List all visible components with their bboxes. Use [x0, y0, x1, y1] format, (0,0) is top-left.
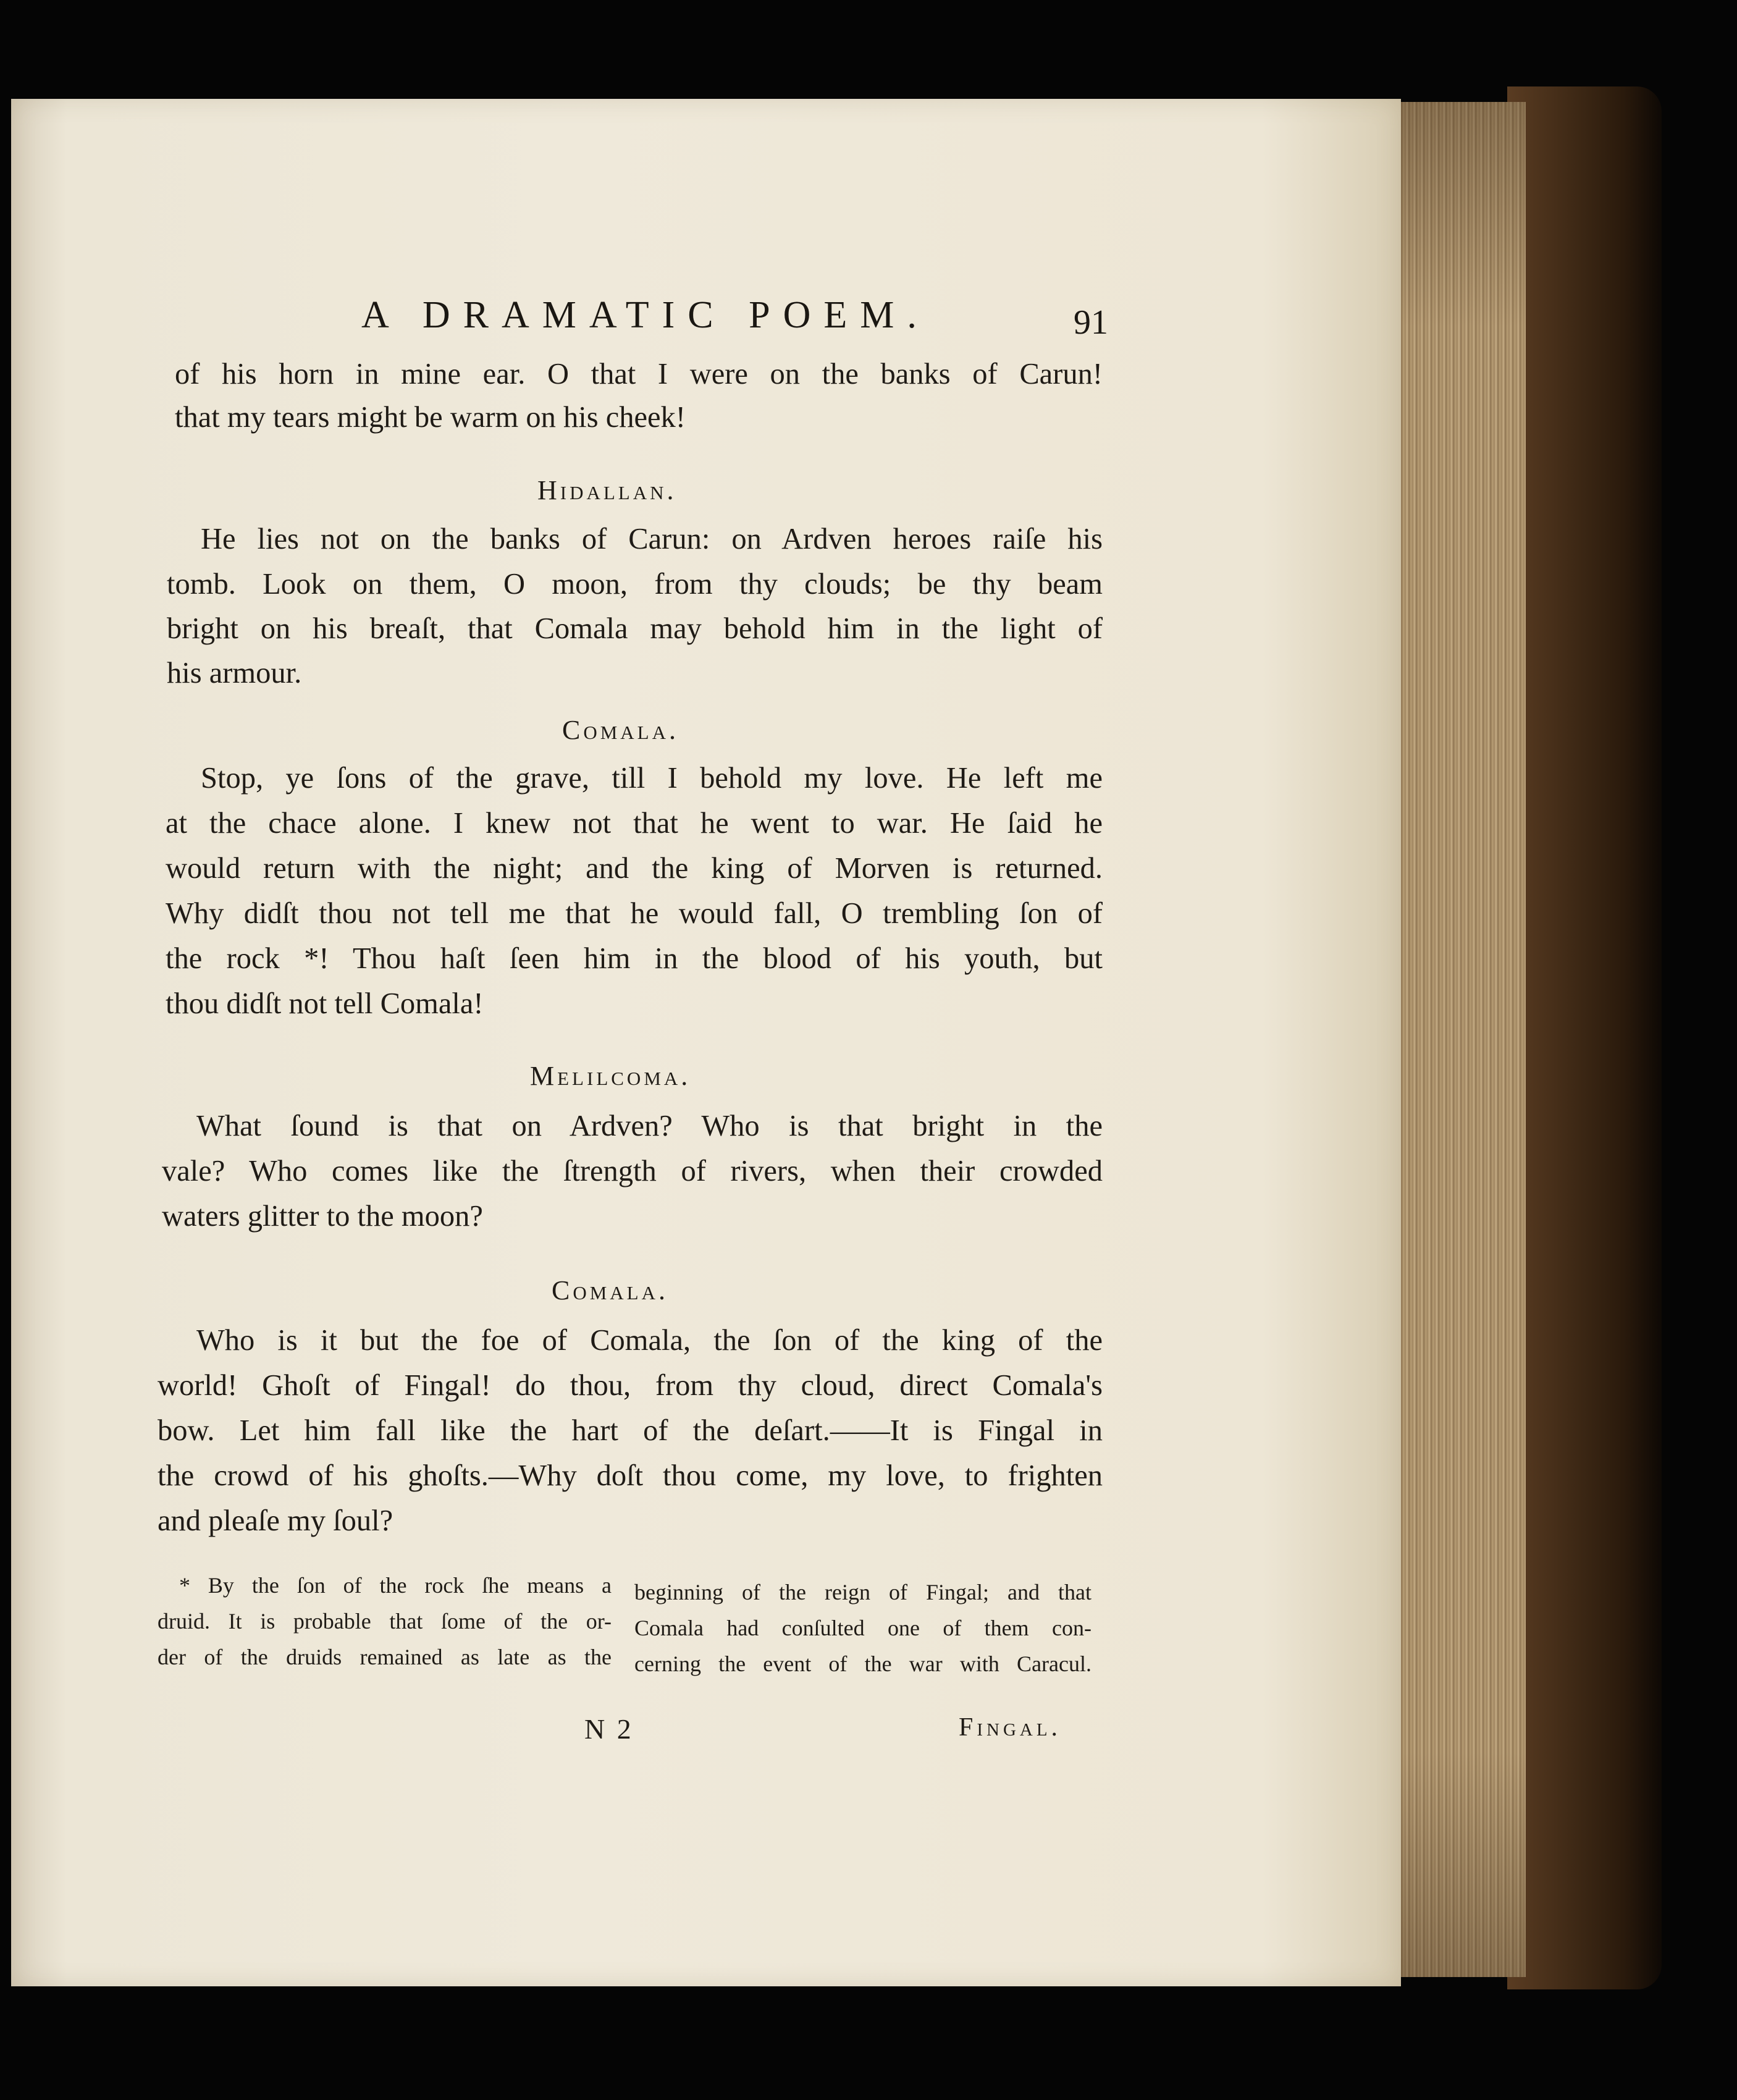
text-line: bright on his breaſt, that Comala may behold him in the light of [167, 612, 1103, 645]
text-line: the crowd of his ghoſts.—Why doſt thou come, my love, to frighten [158, 1459, 1103, 1492]
footnote-line: der of the druids remained as late as the [158, 1645, 612, 1669]
text-line: thou didſt not tell Comala! [166, 987, 484, 1020]
text-line: vale? Who comes like the ſtrength of rivers, when their crowded [162, 1155, 1103, 1187]
text-line: waters glitter to the moon? [162, 1200, 483, 1233]
text-line: He lies not on the banks of Carun: on Ardven heroes raiſe his [201, 523, 1103, 555]
text-line: and pleaſe my ſoul? [158, 1504, 393, 1537]
footnote-line: beginning of the reign of Fingal; and that [634, 1580, 1091, 1605]
catchword: Fingal. [959, 1713, 1062, 1742]
text-line: bow. Let him fall like the hart of the deſart.——It is Fingal in [158, 1414, 1103, 1447]
footnote-line: druid. It is probable that ſome of the or- [158, 1609, 612, 1634]
running-head: A DRAMATIC POEM. [361, 294, 930, 336]
text-line: tomb. Look on them, O moon, from thy clouds; be thy beam [167, 568, 1103, 601]
text-line: of his horn in mine ear. O that I were on the banks of Carun! [175, 358, 1103, 390]
text-line: Why didſt thou not tell me that he would fall, O trembling ſon of [166, 897, 1103, 930]
footnote-line: cerning the event of the war with Caracul. [634, 1651, 1091, 1676]
book-cover-edge [1507, 86, 1662, 1989]
text-line: his armour. [167, 657, 302, 689]
page-edges [1396, 102, 1526, 1977]
page-number: 91 [1074, 303, 1108, 342]
footnote-line: * By the ſon of the rock ſhe means a [179, 1573, 612, 1598]
footnote-line: Comala had conſulted one of them con- [634, 1616, 1091, 1640]
text-line: Who is it but the foe of Comala, the ſon of the king of the [196, 1324, 1103, 1357]
text-line: would return with the night; and the king of Morven is returned. [166, 852, 1103, 885]
text-line: world! Ghoſt of Fingal! do thou, from thy cloud, direct Comala's [158, 1369, 1103, 1402]
speaker-heading: Comala. [562, 715, 679, 745]
text-line: that my tears might be warm on his cheek! [175, 401, 686, 434]
speaker-heading: Melilcoma. [530, 1061, 691, 1091]
speaker-heading: Hidallan. [537, 475, 677, 505]
text-line: the rock *! Thou haſt ſeen him in the blood of his youth, but [166, 942, 1103, 975]
text-line: at the chace alone. I knew not that he went to war. He ſaid he [166, 807, 1103, 840]
signature-mark: N 2 [584, 1713, 634, 1745]
text-line: What ſound is that on Ardven? Who is that bright in the [196, 1110, 1103, 1142]
text-line: Stop, ye ſons of the grave, till I behold my love. He left me [201, 762, 1103, 795]
speaker-heading: Comala. [552, 1275, 669, 1305]
